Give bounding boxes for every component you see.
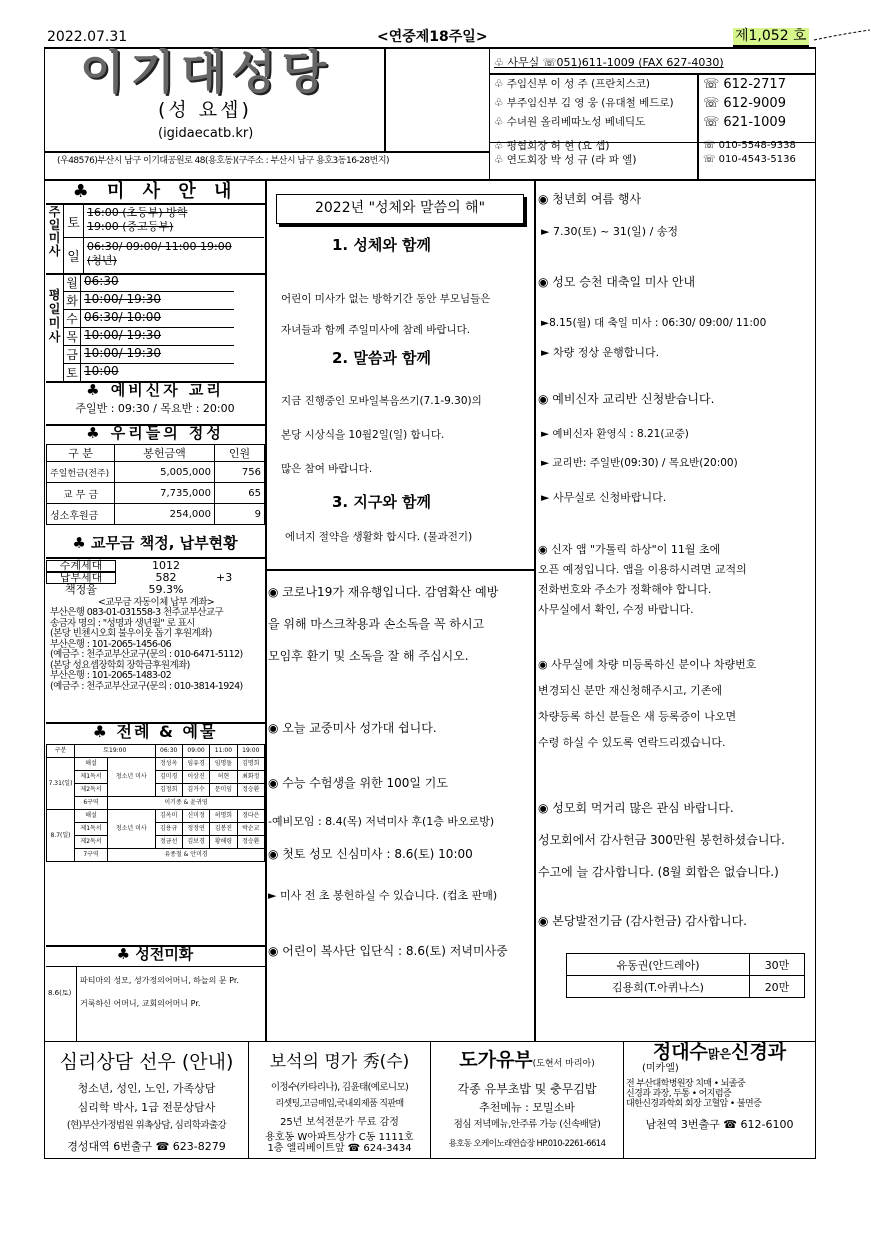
staff-list [494,79,674,169]
mass-row: 금 10:00/ 19:30 [64,346,234,364]
holy-decor-line: 거룩하신 어머니, 교회의어머니 Pr. [80,999,201,1008]
notice-covid: ◉ 코로나19가 재유행입니다. 감염확산 예방 을 위해 마스크착용과 손소독을 꼭 하시고 모임후 환기 및 소독을 잘 해 주십시오. [268,585,499,663]
offering-row: 주일헌금(전주) 5,005,000 756 [47,462,265,483]
dues-row: 수계세대 1012 [46,560,265,572]
liturgy-schedule: 구분 토19:00 06:30 09:00 11:00 19:00 7.31(일) 해설 청소년 미사 정성옥 임유경 임명돌 김명희 제1독서 김미경 이상진 허현 최화정 제2독서 김정희 김거수 문미임 정승환 6구역 이기종 & 윤귀영 8.7(일) 해설 청소년 미사 김옥미 신미정 허명희 정다은 제1독서 김용규 정정연 김봉진 박순교 제2독서 정금선 김보경 황해령 정승환 7구역 유종철 & 안미경 [46,744,265,862]
notice-youth-summer: ◉ 청년회 여름 행사 [538,192,642,206]
holy-decor-date: 8.6(토) [48,989,72,997]
notice-exam-prayer: ◉ 수능 수험생을 위한 100일 기도 [268,776,448,790]
staff-phones [703,78,796,168]
liturgical-week: <연중제18주일> [377,29,488,45]
staff-phone: ☏ 010-4543-5136 [703,154,796,165]
issue-number: 제1,052 호 [733,28,809,47]
notice-catechumen-welcome: ► 예비신자 환영식 : 8.21(교중) [541,428,689,440]
staff-row: ♧ 수녀원 올리베따노성 베네딕도 [494,116,646,128]
offering-title: ♣ 우리들의 정성 [86,424,224,442]
weekday-mass-label: 평일미사 [46,274,64,381]
staff-row: ♧ 부주임신부 김 영 웅 (유대철 베드로) [494,97,674,109]
notice-bus: ► 차량 정상 운행합니다. [541,346,660,359]
mass-row: 화 10:00/ 19:30 [64,292,234,310]
church-icon: ♧ [494,56,508,69]
ad-restaurant: 도가유부(도현서 마리아) 각종 유부초밥 및 충무김밥 추천메뉴 : 모밀소바 점심 저녁메뉴,안주류 가능 (신속배달) 용호동 오케이노래연습장 HP.010-2261-6614 [430,1041,624,1159]
notice-catechumen-class: ► 교리반: 주일반(09:30) / 목요반(20:00) [541,457,738,469]
offering-table: 구 분 봉헌금액 인원 주일헌금(전주) 5,005,000 756 교 무 금 7,735,000 65 성소후원금 254,000 9 [46,444,265,525]
dues-accounts: <교무금 자동이체 납부 계좌> 부산은행 083-01-031558-3 천주교부산교구 송금자 명의 : "성명과 생년월" 로 표시 (본당 빈첸시오회 불우이웃 돕기 후원계좌) 부산은행 : 101-2065-1456-06 (예금주 : 천주교부산교구(문의 : 010-6471-5112) (본당 성요셉장학회 장학금후원계좌) 부산은행 : 101-2065-1483-02 (예금주 : 천주교부산교구(문의 : 010-3814-1924) [50,597,243,692]
notice-altar-servers: ◉ 어린이 복사단 입단식 : 8.6(토) 저녁미사중 [268,944,508,958]
weekday-mass-list [64,274,234,381]
mass-row: 수 06:30/ 10:00 [64,310,234,328]
staff-phone: ☏ 612-2717 [703,77,786,92]
parish-address: (우48576)부산시 남구 이기대공원로 48(용호동)(구주소 : 부산시 남구 용호3동16-28번지) [57,156,390,166]
donor-table [566,953,805,998]
holy-decor-title: ♣ 성전미화 [116,945,194,963]
catechumen-title: ♣ 예비신자 교리 [86,381,224,399]
staff-phone: ☏ 621-1009 [703,115,786,130]
office-phone-line [494,57,724,69]
staff-row: ♧ 연도회장 박 성 규 (라 파 엘) [494,154,637,166]
offering-row: 성소후원금 254,000 9 [47,504,265,525]
mass-title: ♣ 미 사 안 내 [72,181,238,202]
notice-mothers-club: ◉ 성모회 먹거리 많은 관심 바랍니다. 성모회에서 감사헌금 300만원 봉헌하셨습니다. 수고에 늘 감사합니다. (8월 회합은 없습니다.) [538,801,785,879]
liturgy-title: ♣ 전례 & 예물 [92,722,218,741]
notice-parking: ◉ 사무실에 차량 미등록하신 분이나 차량번호 변경되신 분만 재신청해주시고, 기존에 차량등록 하신 분들은 새 등록증이 나오면 수령 하실 수 있도록 연락드리겠습니다. [538,658,757,749]
theme-text-1: 어린이 미사가 없는 방학기간 동안 부모님들은 자녀들과 함께 주일미사에 참례 바랍니다. [281,293,491,336]
donor-row: 김용희(T.아퀴나스) 20만 [567,976,805,998]
offering-row: 교 무 금 7,735,000 65 [47,483,265,504]
staff-row: ♧ 주임신부 이 성 주 (프란치스코) [494,78,651,90]
mass-row: 목 10:00/ 19:30 [64,328,234,346]
mass-row: 월 06:30 [64,274,234,292]
sunday-mass-label: 주일미사 [46,204,64,273]
dues-stats [46,560,265,596]
dashed-swoosh [812,28,871,42]
notice-assumption: ◉ 성모 승천 대축일 미사 안내 [538,275,696,289]
ad-neurology: 정대수맑은신경과 (미카엘) 전 부산대학병원장 치매 • 뇌졸중 신경과 과장, 두통 • 어지럼증 대한신경과학회 회장 고혈압 • 불면증 남천역 3번출구 ☎ 612-6100 [623,1041,816,1159]
mass-row: 토 16:00 (초등부) 방학 19:00 (중고등부) [64,204,264,238]
catechumen-schedule: 주일반 : 09:30 / 목요반 : 20:00 [75,402,235,415]
dues-row: 책정율 59.3% [65,583,184,596]
notice-candle: ► 미사 전 초 봉헌하실 수 있습니다. (컵초 판매) [268,889,498,902]
parish-patron: (성 요셉) [158,99,252,121]
theme-heading-2: 2. 말씀과 함께 [332,349,432,367]
notice-assumption-time: ►8.15(월) 대 축일 미사 : 06:30/ 09:00/ 11:00 [541,317,767,329]
ad-jewelry: 보석의 명가 秀(수) 이정수(카타리나), 김윤태(예로니모) 리셋팅,고금매입,국내외제품 직판매 25년 보석전문가 무료 감정 용호동 W아파트상가 C동 1111호 1층 엘리베이트앞 ☎ 624-3434 [248,1041,431,1159]
notice-choir: ◉ 오늘 교중미사 성가대 쉽니다. [268,721,437,735]
theme-heading-3: 3. 지구와 함께 [332,493,432,511]
mass-row: 일 06:30/ 09:00/ 11:00 19:00 (청년) [64,238,264,273]
theme-text-2: 지금 진행중인 모바일복음쓰기(7.1-9.30)의 본당 시상식을 10월2일(일) 합니다. 많은 참여 바랍니다. [281,395,482,475]
notice-exam-meeting: -예비모임 : 8.4(목) 저녁미사 후(1층 바오로방) [268,815,495,828]
notice-catechumen-apply: ► 사무실로 신청바랍니다. [541,491,667,504]
theme-heading-1: 1. 성체와 함께 [332,236,432,254]
staff-phone: ☏ 612-9009 [703,96,786,111]
donor-row: 유동권(안드레아) 30만 [567,954,805,976]
sunday-mass-list [64,204,264,273]
holy-decor-line: 파티마의 성모, 성가정의어머니, 하늘의 문 Pr. [80,976,239,985]
notice-app: ◉ 신자 앱 "가톨릭 하상"이 11월 초에 오픈 예정입니다. 앱을 이용하시려면 교적의 전화번호와 주소가 정확해야 합니다. 사무실에서 확인, 수정 바랍니다. [538,543,747,616]
year-theme: 2022년 "성체와 말씀의 해" [276,194,524,224]
parish-website: (igidaecatb.kr) [158,126,254,141]
ad-counseling: 심리상담 선우 (안내) 청소년, 성인, 노인, 가족상담 심리학 박사, 1급 전문상담사 (현)부산가정법원 위촉상담, 심리학과출강 경성대역 6번출구 ☎ 623-8279 [44,1041,249,1159]
mass-row: 토 10:00 [64,364,234,381]
parish-title: 이기대성당 [80,45,333,99]
staff-row: ♧ 평협회장 허 현 (요 셉) [494,140,610,152]
bulletin-date: 2022.07.31 [47,29,128,45]
staff-phone: ☏ 010-5548-9338 [703,140,796,151]
dues-title: ♣ 교무금 책정, 납부현황 [72,534,238,552]
dues-row: 납부세대 582 +3 [46,572,265,584]
theme-text-3: 에너지 절약을 생활화 합시다. (물과전기) [285,531,473,543]
notice-youth-detail: ► 7.30(토) ~ 31(일) / 송정 [541,225,679,238]
notice-catechumen: ◉ 예비신자 교리반 신청받습니다. [538,392,715,406]
notice-donation: ◉ 본당발전기금 (감사헌금) 감사합니다. [538,914,747,928]
office-text: 사무실 ☏051)611-1009 (FAX 627-4030) [507,56,724,69]
notice-first-saturday: ◉ 첫토 성모 신심미사 : 8.6(토) 10:00 [268,847,473,861]
